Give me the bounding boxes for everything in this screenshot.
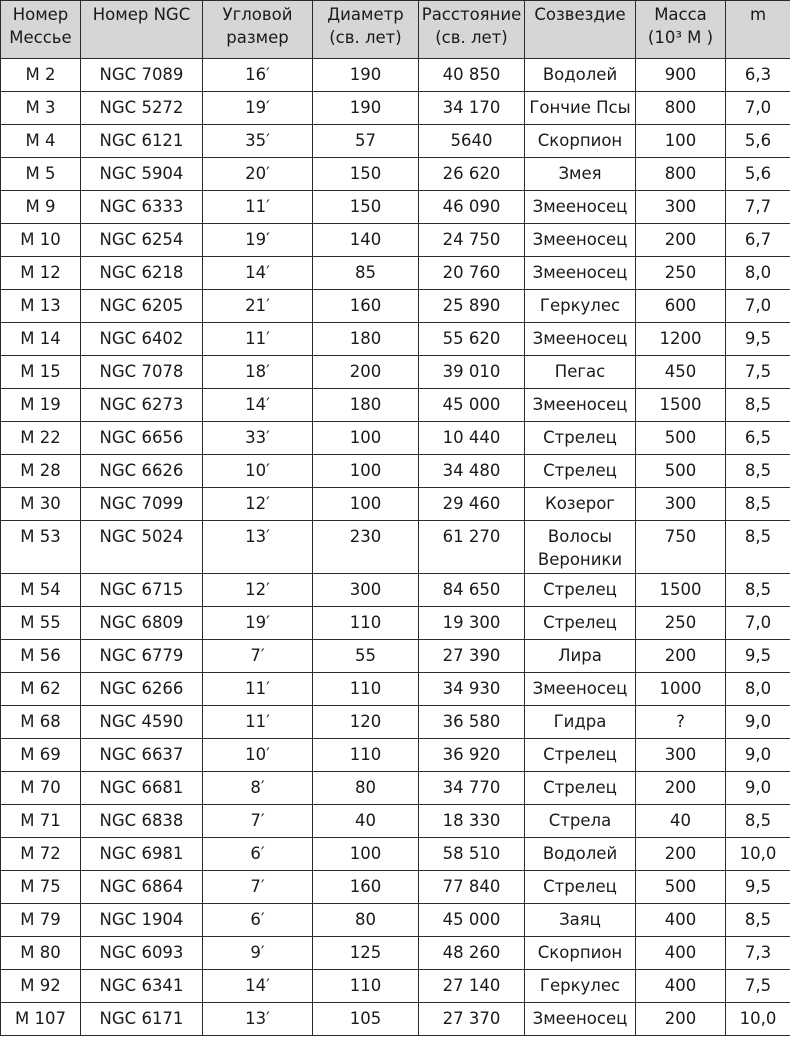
header-angular-size-l2: размер [226,28,289,47]
cell-angular-size: 13′ [203,1003,313,1036]
cell-mass: 200 [636,1003,726,1036]
cell-messier-number: M 69 [1,739,81,772]
cell-angular-size: 14′ [203,970,313,1003]
cell-constellation: Лира [525,640,636,673]
cell-constellation: Змееносец [525,257,636,290]
table-row [1,673,790,706]
cell-mass: 40 [636,805,726,838]
cell-angular-size: 7′ [203,871,313,904]
cell-constellation: Водолей [525,59,636,92]
cell-angular-size: 11′ [203,673,313,706]
cell-mass: 100 [636,125,726,158]
cell-constellation: Стрела [525,805,636,838]
cell-mass: 500 [636,422,726,455]
table-row [1,739,790,772]
cell-constellation: Гидра [525,706,636,739]
cell-messier-number: M 107 [1,1003,81,1036]
cell-distance: 34 770 [419,772,525,805]
cell-magnitude: 8,5 [726,488,790,521]
table-row [1,257,790,290]
cell-angular-size: 6′ [203,838,313,871]
cell-mass: 300 [636,488,726,521]
cell-constellation: Стрелец [525,574,636,607]
header-distance-l1: Расстояние [421,5,522,24]
cell-ngc-number: NGC 6333 [81,191,203,224]
cell-magnitude: 10,0 [726,1003,790,1036]
header-diameter-l1: Диаметр [327,5,404,24]
table-row [1,356,790,389]
cell-mass: 500 [636,871,726,904]
cell-ngc-number: NGC 6681 [81,772,203,805]
cell-messier-number: M 4 [1,125,81,158]
header-diameter-l2: (св. лет) [329,28,402,47]
cell-diameter: 200 [313,356,419,389]
cell-angular-size: 19′ [203,92,313,125]
cell-magnitude: 8,5 [726,904,790,937]
header-constellation [525,1,636,59]
cell-magnitude: 9,0 [726,739,790,772]
cell-magnitude: 7,3 [726,937,790,970]
header-ngc [81,1,203,59]
cell-diameter: 300 [313,574,419,607]
cell-ngc-number: NGC 6779 [81,640,203,673]
cell-magnitude: 5,6 [726,158,790,191]
cell-distance: 26 620 [419,158,525,191]
cell-mass: 900 [636,59,726,92]
cell-magnitude: 8,5 [726,574,790,607]
cell-magnitude: 8,5 [726,389,790,422]
cell-messier-number: M 13 [1,290,81,323]
cell-ngc-number: NGC 5904 [81,158,203,191]
cell-distance: 58 510 [419,838,525,871]
cell-messier-number: M 19 [1,389,81,422]
cell-mass: 750 [636,521,726,574]
cell-angular-size: 33′ [203,422,313,455]
header-ngc-label: Номер NGC [92,5,191,24]
cell-angular-size: 11′ [203,191,313,224]
header-messier [1,1,81,59]
table-row [1,607,790,640]
cell-diameter: 160 [313,290,419,323]
cell-angular-size: 9′ [203,937,313,970]
cell-distance: 27 370 [419,1003,525,1036]
header-angular-size [203,1,313,59]
cell-diameter: 180 [313,389,419,422]
header-row [1,1,790,59]
header-mass [636,1,726,59]
table-row [1,904,790,937]
cell-distance: 20 760 [419,257,525,290]
cell-messier-number: M 14 [1,323,81,356]
cell-angular-size: 21′ [203,290,313,323]
header-mass-l2: (10³ M ) [647,28,714,47]
cell-ngc-number: NGC 6266 [81,673,203,706]
cell-angular-size: 7′ [203,640,313,673]
table-row [1,290,790,323]
cell-distance: 5640 [419,125,525,158]
cell-constellation: Стрелец [525,772,636,805]
cell-ngc-number: NGC 6093 [81,937,203,970]
table-row [1,158,790,191]
cell-angular-size: 11′ [203,706,313,739]
cell-constellation: Скорпион [525,125,636,158]
cell-magnitude: 9,0 [726,772,790,805]
cell-diameter: 110 [313,970,419,1003]
cell-constellation: Пегас [525,356,636,389]
cell-angular-size: 10′ [203,455,313,488]
cell-angular-size: 20′ [203,158,313,191]
cell-distance: 29 460 [419,488,525,521]
cell-messier-number: M 3 [1,92,81,125]
cell-ngc-number: NGC 5024 [81,521,203,574]
cell-constellation-line: Вероники [537,550,623,569]
cell-distance: 18 330 [419,805,525,838]
cell-magnitude: 8,5 [726,521,790,574]
cell-distance: 34 170 [419,92,525,125]
cell-ngc-number: NGC 7099 [81,488,203,521]
cell-diameter: 105 [313,1003,419,1036]
cell-distance: 46 090 [419,191,525,224]
cell-diameter: 57 [313,125,419,158]
cell-ngc-number: NGC 7078 [81,356,203,389]
cell-angular-size: 14′ [203,257,313,290]
cell-angular-size: 12′ [203,488,313,521]
cell-ngc-number: NGC 6254 [81,224,203,257]
cell-ngc-number: NGC 7089 [81,59,203,92]
cell-angular-size: 10′ [203,739,313,772]
header-constellation-label: Созвездие [534,5,626,24]
cell-messier-number: M 55 [1,607,81,640]
table-row [1,937,790,970]
cell-angular-size: 13′ [203,521,313,574]
cell-diameter: 110 [313,739,419,772]
cell-magnitude: 6,5 [726,422,790,455]
cell-constellation: Геркулес [525,970,636,1003]
cell-ngc-number: NGC 4590 [81,706,203,739]
table-row [1,323,790,356]
cell-magnitude: 9,5 [726,323,790,356]
cell-distance: 45 000 [419,389,525,422]
cell-ngc-number: NGC 6171 [81,1003,203,1036]
cell-magnitude: 6,7 [726,224,790,257]
table-row [1,772,790,805]
cell-mass: 250 [636,257,726,290]
header-mass-l1: Масса [654,5,707,24]
cell-mass: 800 [636,92,726,125]
cell-messier-number: M 75 [1,871,81,904]
cell-messier-number: M 92 [1,970,81,1003]
cell-mass: 1500 [636,389,726,422]
cell-angular-size: 8′ [203,772,313,805]
cell-diameter: 85 [313,257,419,290]
cell-mass: 450 [636,356,726,389]
cell-magnitude: 7,5 [726,356,790,389]
table-row [1,422,790,455]
header-messier-l1: Номер [12,5,69,24]
cell-angular-size: 6′ [203,904,313,937]
table-row [1,970,790,1003]
cell-mass: 500 [636,455,726,488]
cell-mass: 200 [636,640,726,673]
cell-messier-number: M 2 [1,59,81,92]
cell-messier-number: M 10 [1,224,81,257]
header-distance-l2: (св. лет) [435,28,508,47]
cell-mass: 400 [636,904,726,937]
cell-messier-number: M 79 [1,904,81,937]
cell-magnitude: 7,0 [726,92,790,125]
cell-distance: 25 890 [419,290,525,323]
cell-mass: 300 [636,191,726,224]
cell-constellation [525,521,636,574]
table-row [1,640,790,673]
cell-diameter: 140 [313,224,419,257]
cell-diameter: 100 [313,422,419,455]
cell-distance: 24 750 [419,224,525,257]
cell-distance: 19 300 [419,607,525,640]
cell-ngc-number: NGC 6402 [81,323,203,356]
table-body [1,59,790,1036]
cell-constellation: Змееносец [525,389,636,422]
header-distance [419,1,525,59]
cell-distance: 61 270 [419,521,525,574]
cell-diameter: 80 [313,772,419,805]
cell-distance: 27 140 [419,970,525,1003]
cell-messier-number: M 5 [1,158,81,191]
table-row [1,224,790,257]
cell-diameter: 80 [313,904,419,937]
cell-constellation: Змееносец [525,224,636,257]
cell-ngc-number: NGC 6981 [81,838,203,871]
cell-messier-number: M 72 [1,838,81,871]
cell-ngc-number: NGC 6656 [81,422,203,455]
cell-magnitude: 9,5 [726,640,790,673]
table-row [1,389,790,422]
cell-angular-size: 11′ [203,323,313,356]
cell-ngc-number: NGC 5272 [81,92,203,125]
cell-distance: 10 440 [419,422,525,455]
cell-constellation: Стрелец [525,455,636,488]
cell-messier-number: M 9 [1,191,81,224]
header-angular-size-l1: Угловой [222,5,293,24]
cell-messier-number: M 70 [1,772,81,805]
cell-distance: 36 920 [419,739,525,772]
cell-magnitude: 7,7 [726,191,790,224]
table-row [1,871,790,904]
cell-mass: 400 [636,937,726,970]
cell-distance: 48 260 [419,937,525,970]
cell-constellation: Змееносец [525,191,636,224]
cell-messier-number: M 12 [1,257,81,290]
cell-messier-number: M 56 [1,640,81,673]
cell-messier-number: M 62 [1,673,81,706]
cell-messier-number: M 28 [1,455,81,488]
cell-diameter: 40 [313,805,419,838]
table-row [1,574,790,607]
cell-constellation: Козерог [525,488,636,521]
table-row [1,706,790,739]
cell-constellation: Змееносец [525,1003,636,1036]
cell-distance: 39 010 [419,356,525,389]
cell-magnitude: 7,0 [726,607,790,640]
cell-diameter: 100 [313,488,419,521]
cell-messier-number: M 54 [1,574,81,607]
cell-constellation: Стрелец [525,607,636,640]
cell-constellation: Змееносец [525,323,636,356]
cell-constellation: Гончие Псы [525,92,636,125]
cell-mass: 800 [636,158,726,191]
cell-distance: 27 390 [419,640,525,673]
cell-diameter: 230 [313,521,419,574]
cell-messier-number: M 53 [1,521,81,574]
cell-ngc-number: NGC 6121 [81,125,203,158]
cell-distance: 84 650 [419,574,525,607]
cell-ngc-number: NGC 6205 [81,290,203,323]
cell-distance: 45 000 [419,904,525,937]
table-row [1,92,790,125]
cell-messier-number: M 30 [1,488,81,521]
cell-diameter: 110 [313,673,419,706]
cell-ngc-number: NGC 6341 [81,970,203,1003]
cell-diameter: 190 [313,92,419,125]
cell-constellation: Змея [525,158,636,191]
cell-mass: 200 [636,224,726,257]
header-magnitude [726,1,790,59]
table-row [1,521,790,574]
cell-angular-size: 14′ [203,389,313,422]
cell-diameter: 150 [313,191,419,224]
cell-distance: 40 850 [419,59,525,92]
table-row [1,805,790,838]
cell-magnitude: 7,5 [726,970,790,1003]
cell-ngc-number: NGC 6864 [81,871,203,904]
cell-diameter: 180 [313,323,419,356]
cell-mass: 300 [636,739,726,772]
cell-mass: 250 [636,607,726,640]
cell-constellation: Скорпион [525,937,636,970]
header-diameter [313,1,419,59]
cell-ngc-number: NGC 6626 [81,455,203,488]
cell-ngc-number: NGC 6809 [81,607,203,640]
cell-diameter: 160 [313,871,419,904]
cell-angular-size: 16′ [203,59,313,92]
table-row [1,455,790,488]
cell-distance: 55 620 [419,323,525,356]
cell-constellation: Стрелец [525,739,636,772]
cell-magnitude: 8,0 [726,257,790,290]
cell-diameter: 125 [313,937,419,970]
cell-constellation: Стрелец [525,871,636,904]
cell-magnitude: 9,5 [726,871,790,904]
header-magnitude-label: m [749,5,767,24]
cell-ngc-number: NGC 1904 [81,904,203,937]
cell-diameter: 190 [313,59,419,92]
cell-magnitude: 9,0 [726,706,790,739]
table-row [1,838,790,871]
cell-diameter: 150 [313,158,419,191]
cell-angular-size: 35′ [203,125,313,158]
cell-diameter: 110 [313,607,419,640]
header-messier-l2: Мессье [9,28,72,47]
cell-mass: 200 [636,772,726,805]
table-row [1,488,790,521]
cell-magnitude: 10,0 [726,838,790,871]
cell-mass: 400 [636,970,726,1003]
cell-mass: 1000 [636,673,726,706]
cell-messier-number: M 68 [1,706,81,739]
table-row [1,125,790,158]
cell-constellation: Геркулес [525,290,636,323]
cell-constellation: Змееносец [525,673,636,706]
cell-magnitude: 8,0 [726,673,790,706]
cell-distance: 34 480 [419,455,525,488]
cell-mass: 1500 [636,574,726,607]
cell-diameter: 120 [313,706,419,739]
cell-diameter: 100 [313,838,419,871]
cell-mass: 200 [636,838,726,871]
cell-constellation: Водолей [525,838,636,871]
cell-diameter: 100 [313,455,419,488]
cell-magnitude: 7,0 [726,290,790,323]
cell-distance: 77 840 [419,871,525,904]
table-row [1,191,790,224]
cell-diameter: 55 [313,640,419,673]
cell-magnitude: 5,6 [726,125,790,158]
table-header [1,1,790,59]
cell-ngc-number: NGC 6273 [81,389,203,422]
cell-angular-size: 18′ [203,356,313,389]
cell-mass: 600 [636,290,726,323]
cell-angular-size: 7′ [203,805,313,838]
table-row [1,59,790,92]
cell-mass: 1200 [636,323,726,356]
cell-messier-number: M 15 [1,356,81,389]
cell-messier-number: M 71 [1,805,81,838]
cell-ngc-number: NGC 6715 [81,574,203,607]
cell-magnitude: 8,5 [726,455,790,488]
cell-angular-size: 19′ [203,224,313,257]
table-row [1,1003,790,1036]
cell-ngc-number: NGC 6218 [81,257,203,290]
cell-constellation-line: Волосы [547,527,613,546]
cell-magnitude: 8,5 [726,805,790,838]
cell-angular-size: 19′ [203,607,313,640]
cell-mass: ? [636,706,726,739]
cell-messier-number: M 80 [1,937,81,970]
cell-ngc-number: NGC 6838 [81,805,203,838]
cell-constellation: Заяц [525,904,636,937]
cell-distance: 34 930 [419,673,525,706]
cell-magnitude: 6,3 [726,59,790,92]
cell-ngc-number: NGC 6637 [81,739,203,772]
cell-constellation: Стрелец [525,422,636,455]
cell-messier-number: M 22 [1,422,81,455]
cell-distance: 36 580 [419,706,525,739]
cell-angular-size: 12′ [203,574,313,607]
